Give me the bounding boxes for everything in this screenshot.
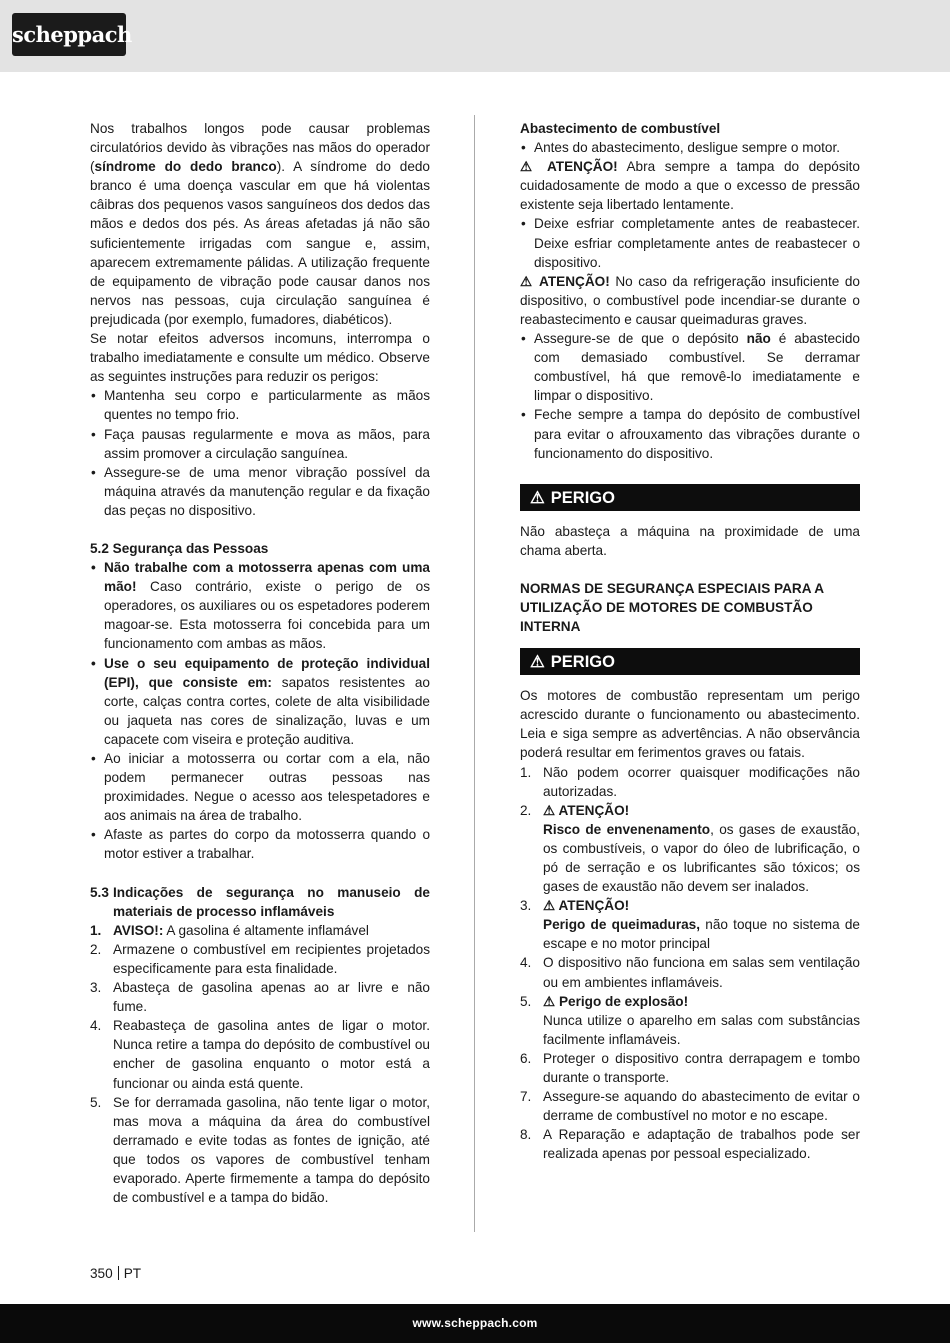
website-link[interactable]: www.scheppach.com bbox=[412, 1316, 538, 1330]
list-item: • Assegure-se de que o depósito não é abastecido com demasiado combustível. Se derramar combustível, há que removê-lo imediatamente e limpar o dispositivo. bbox=[520, 329, 860, 405]
list-item: • Ao iniciar a motosserra ou cortar com a ela, não podem permanecer outras pessoas nas proximidades. Negue o acesso aos telespetadores e aos animais na área de trabalho. bbox=[90, 749, 430, 825]
list-item: • Use o seu equipamento de proteção individual (EPI), que consiste em: sapatos resistentes ao corte, calças contra cortes, colete de alta visibilidade ou jaqueta nas cores de sinalização, luvas e um capacete com viseira e proteção auditiva. bbox=[90, 654, 430, 749]
list-item: • Feche sempre a tampa do depósito de combustível para evitar o afrouxamento das vibrações durante o funcionamento do dispositivo. bbox=[520, 405, 860, 462]
list-item: 2. ⚠ ATENÇÃO! Risco de envenenamento, os gases de exaustão, os combustíveis, o vapor do óleo de lubrificação, o pó de serração e os lubrificantes são tóxicos; os gases de exaustão não devem ser inalados. bbox=[520, 802, 860, 895]
list-item: • Afaste as partes do corpo da motosserra quando o motor estiver a trabalhar. bbox=[90, 825, 430, 863]
page-footer bbox=[0, 1304, 950, 1343]
list-item: 2. Armazene o combustível em recipientes projetados especificamente para esta finalidade. bbox=[90, 941, 430, 976]
section-5-2-heading: 5.2 Segurança das Pessoas bbox=[90, 540, 269, 556]
list-item: 7. Assegure-se aquando do abastecimento de evitar o derrame de combustível no motor e no escape. bbox=[520, 1089, 860, 1124]
page-number: 350 PT bbox=[90, 1266, 142, 1281]
list-item: • Não trabalhe com a motosserra apenas com uma mão! Caso contrário, existe o perigo de os operadores, os auxiliares ou os espetadores poderem magoar-se. Esta motosserra foi concebida para um funcionamento com ambas as mãos. bbox=[90, 558, 430, 653]
danger-text: Os motores de combustão representam um perigo acrescido durante o funcionamento ou abastecimento. Leia e siga sempre as advertências. A não observância poderá resultar em ferimentos graves ou fatais. bbox=[520, 688, 860, 761]
brand-logo: scheppach bbox=[12, 13, 126, 56]
list-item: 1. Não podem ocorrer quaisquer modificações não autorizadas. bbox=[520, 764, 860, 799]
right-column bbox=[520, 119, 860, 1164]
danger-banner: ⚠ PERIGO bbox=[520, 648, 860, 675]
list-item: 6. Proteger o dispositivo contra derrapagem e tombo durante o transporte. bbox=[520, 1050, 860, 1086]
section-5-3-heading: 5.3 Indicações de segurança no manuseio de materiais de processo inflamáveis bbox=[90, 884, 430, 919]
list-item: 4. O dispositivo não funciona em salas sem ventilação ou em ambientes inflamáveis. bbox=[520, 955, 860, 990]
fuel-heading: Abastecimento de combustível bbox=[520, 121, 721, 136]
list-item: 5. ⚠ Perigo de explosão! Nunca utilize o aparelho em salas com substâncias facilmente inflamáveis. bbox=[520, 993, 860, 1047]
list-item: • Assegure-se de uma menor vibração possível da máquina através da manutenção regular e da fixação das peças no dispositivo. bbox=[90, 463, 430, 520]
list-item: 1. AVISO!: A gasolina é altamente inflamável bbox=[90, 922, 369, 938]
vibration-paragraph: Nos trabalhos longos pode causar problemas circulatórios devido às vibrações nas mãos do operador (síndrome do dedo branco). A síndrome do dedo branco é uma doença vascular em que há violentas câibras dos pequenos vasos sanguíneos dos dedos das mãos e dedos dos pés. As áreas afetadas já não são suficientemente irrigadas com sangue e, assim, aparecem extremamente pálidas. A utilização frequente de equipamento de vibração pode causar danos nos nervos nas pessoas, cuja circulação sanguínea é prejudicada (por exemplo, fumadores, diabéticos). bbox=[90, 121, 430, 327]
adverse-effects-paragraph: Se notar efeitos adversos incomuns, interrompa o trabalho imediatamente e consulte um médico. Observe as seguintes instruções para reduzir os perigos: bbox=[90, 331, 430, 385]
list-item: 8. A Reparação e adaptação de trabalhos pode ser realizada apenas por pessoal especializado. bbox=[520, 1127, 860, 1162]
warning-triangle-icon: ⚠ bbox=[530, 653, 545, 672]
attention-note: ⚠ ATENÇÃO! Abra sempre a tampa do depósito cuidadosamente de modo a que o excesso de pressão existente seja libertado lentamente. bbox=[520, 159, 860, 213]
list-item: 3. ⚠ ATENÇÃO! Perigo de queimaduras, não toque no sistema de escape e no motor principal bbox=[520, 898, 860, 952]
danger-banner: ⚠ PERIGO bbox=[520, 484, 860, 511]
list-item: • Deixe esfriar completamente antes de reabastecer. Deixe esfriar completamente antes de reabastecer o dispositivo. bbox=[520, 214, 860, 271]
list-item: • Antes do abastecimento, desligue sempre o motor. bbox=[520, 138, 860, 157]
warning-triangle-icon: ⚠ bbox=[530, 488, 545, 507]
column-divider bbox=[474, 115, 475, 1232]
list-item: 4. Reabasteça de gasolina antes de ligar o motor. Nunca retire a tampa do depósito de combustível ou encher de gasolina enquanto o motor está a funcionar ou ainda está quente. bbox=[90, 1018, 430, 1091]
list-item: • Faça pausas regularmente e mova as mãos, para assim promover a circulação sanguínea. bbox=[90, 425, 430, 463]
normas-heading: NORMAS DE SEGURANÇA ESPECIAIS PARA A UTILIZAÇÃO DE MOTORES DE COMBUSTÃO INTERNA bbox=[520, 580, 824, 635]
left-column bbox=[90, 119, 430, 1207]
danger-text: Não abasteça a máquina na proximidade de uma chama aberta. bbox=[520, 523, 860, 558]
list-item: • Mantenha seu corpo e particularmente as mãos quentes no tempo frio. bbox=[90, 386, 430, 424]
list-item: 5. Se for derramada gasolina, não tente ligar o motor, mas mova a máquina da área do combustível derramado e evite todas as fontes de ignição, até que todos os vapores de combustível tenham evaporado. Aperte firmemente a tampa do depósito de combustível e a tampa do bidão. bbox=[90, 1094, 430, 1206]
list-item: 3. Abasteça de gasolina apenas ao ar livre e não fume. bbox=[90, 980, 430, 1015]
page-header bbox=[0, 0, 950, 72]
attention-note: ⚠ ATENÇÃO! No caso da refrigeração insuficiente do dispositivo, o combustível pode incendiar-se durante o reabastecimento e causar queimaduras graves. bbox=[520, 273, 860, 327]
